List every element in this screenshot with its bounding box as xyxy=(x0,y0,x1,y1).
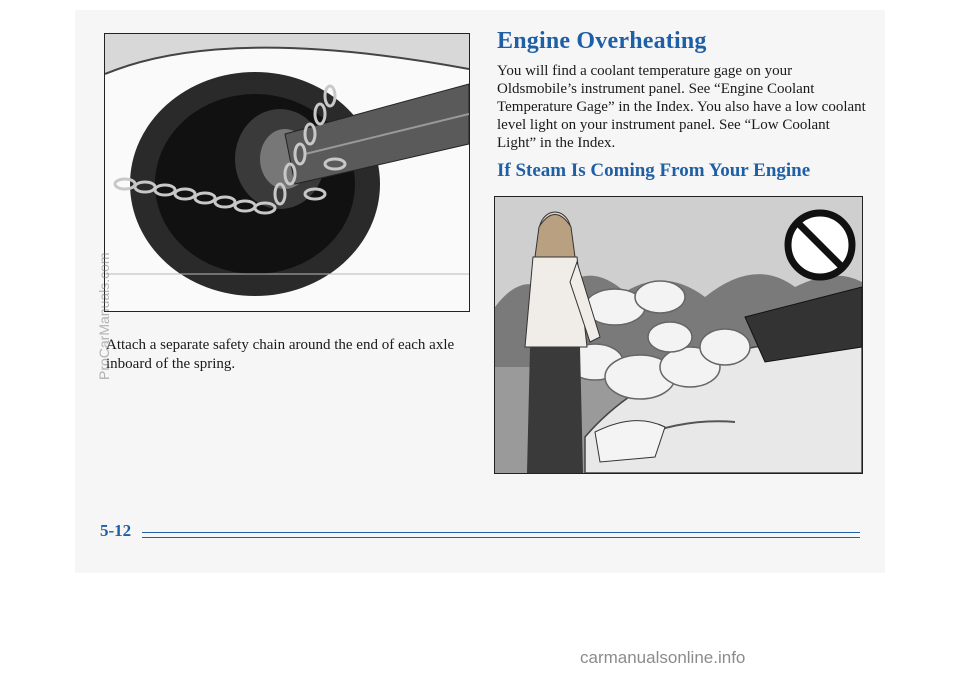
figure-caption: Attach a separate safety chain around the end of each axle inboard of the spring. xyxy=(106,337,455,372)
axle-safety-chain-illustration xyxy=(104,33,470,312)
steaming-engine-warning-illustration xyxy=(494,196,863,474)
page-number: 5-12 xyxy=(100,521,132,540)
section-paragraph: You will find a coolant temperature gage on your Oldsmobile’s instrument panel. See “Engine Coolant Temperature Gage” in the Index. You also have a low coolant level light on your instrument panel. See “Low Coolant Light” in the Index. xyxy=(497,63,866,151)
bottom-watermark: carmanualsonline.info xyxy=(580,648,746,667)
footer-rule-top xyxy=(142,532,860,533)
subsection-heading: If Steam Is Coming From Your Engine xyxy=(497,160,811,181)
section-heading: Engine Overheating xyxy=(497,28,707,54)
footer-rule-bottom xyxy=(142,537,860,538)
side-watermark: ProCarManuals.com xyxy=(96,252,112,380)
